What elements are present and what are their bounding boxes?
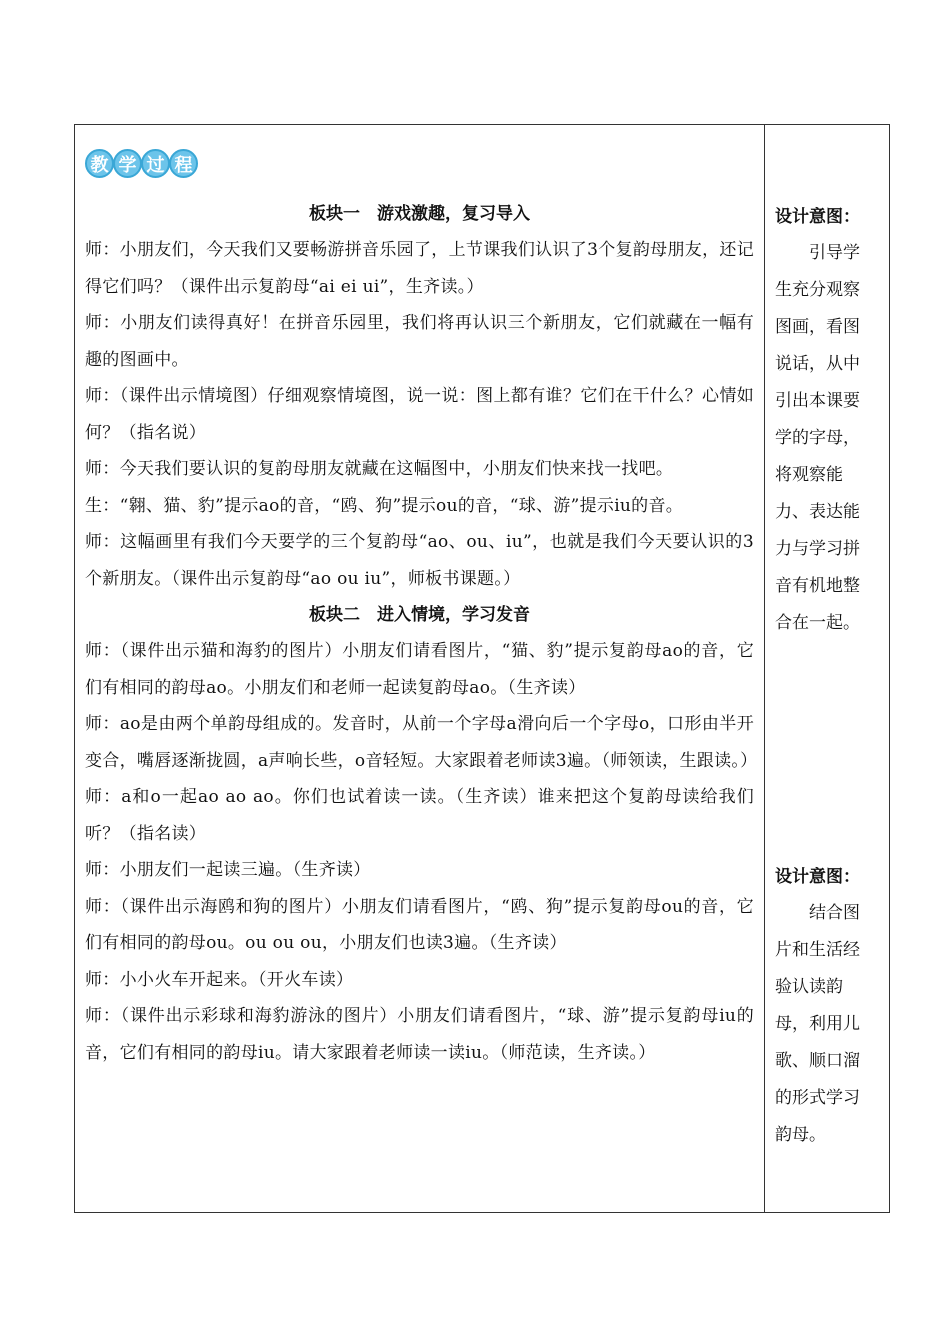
- badge-char: 学: [113, 149, 142, 178]
- section2-title: 板块二 进入情境，学习发音: [309, 605, 530, 625]
- design-intent-column: [765, 125, 889, 1212]
- section2-paragraph: 师：小小火车开起来。（开火车读）: [85, 969, 354, 990]
- lesson-table: [74, 124, 890, 1213]
- teaching-process-badge: [85, 149, 754, 178]
- section2-paragraph: 师：（课件出示彩球和海豹游泳的图片）小朋友们请看图片，“球、游”提示复韵母iu的音，它们有相同的韵母iu。请大家跟着老师读一读iu。（师范读，生齐读。）: [85, 1006, 754, 1063]
- section1-title: 板块一 游戏激趣，复习导入: [309, 204, 530, 224]
- section2-paragraph: 师：小朋友们一起读三遍。（生齐读）: [85, 860, 371, 880]
- section1-paragraph: 生：“翱、猫、豹”提示ao的音，“鸥、狗”提示ou的音，“球、游”提示iu的音。: [85, 495, 684, 516]
- badge-char: 过: [141, 149, 170, 178]
- section2-paragraph: 师：（课件出示猫和海豹的图片）小朋友们请看图片，“猫、豹”提示复韵母ao的音，它们有相同的韵母ao。小朋友们和老师一起读复韵母ao。（生齐读）: [85, 641, 754, 698]
- design-intent-title: 设计意图：: [775, 207, 860, 227]
- badge-char: 程: [169, 149, 198, 178]
- section2-paragraph: 师：ao是由两个单韵母组成的。发音时，从前一个字母a滑向后一个字母o，口形由半开变合，嘴唇逐渐拢圆，a声响长些，o音轻短。大家跟着老师读3遍。（师领读，生跟读。）: [85, 714, 758, 771]
- teaching-process-column: [75, 125, 765, 1212]
- badge-char: 教: [85, 149, 114, 178]
- section1-paragraph: 师：今天我们要认识的复韵母朋友就藏在这幅图中，小朋友们快来找一找吧。: [85, 459, 674, 479]
- design-intent-body: 引导学生充分观察图画，看图说话，从中引出本课要学的字母，将观察能力、表达能力与学习拼音有机地整合在一起。: [775, 243, 860, 633]
- design-intent-block-2: [775, 859, 875, 1154]
- design-intent-title: 设计意图：: [775, 867, 860, 887]
- section1-paragraph: 师：这幅画里有我们今天要学的三个复韵母“ao、ou、iu”，也就是我们今天要认识的3个新朋友。（课件出示复韵母“ao ou iu”，师板书课题。）: [85, 532, 754, 589]
- design-intent-body: 结合图片和生活经验认读韵母，利用儿歌、顺口溜的形式学习韵母。: [775, 903, 860, 1145]
- section2-paragraph: 师：a和o一起ao ao ao。你们也试着读一读。（生齐读）谁来把这个复韵母读给我们听？（指名读）: [85, 787, 754, 844]
- section1-paragraph: 师：（课件出示情境图）仔细观察情境图，说一说：图上都有谁？它们在干什么？心情如何？（指名说）: [85, 386, 754, 443]
- section1-paragraph: 师：小朋友们读得真好！在拼音乐园里，我们将再认识三个新朋友，它们就藏在一幅有趣的图画中。: [85, 313, 754, 370]
- section2-paragraph: 师：（课件出示海鸥和狗的图片）小朋友们请看图片，“鸥、狗”提示复韵母ou的音，它们有相同的韵母ou。ou ou ou，小朋友们也读3遍。（生齐读）: [85, 896, 754, 953]
- section1-paragraph: 师：小朋友们，今天我们又要畅游拼音乐园了，上节课我们认识了3个复韵母朋友，还记得它们吗？（课件出示复韵母“ai ei ui”，生齐读。）: [85, 240, 754, 297]
